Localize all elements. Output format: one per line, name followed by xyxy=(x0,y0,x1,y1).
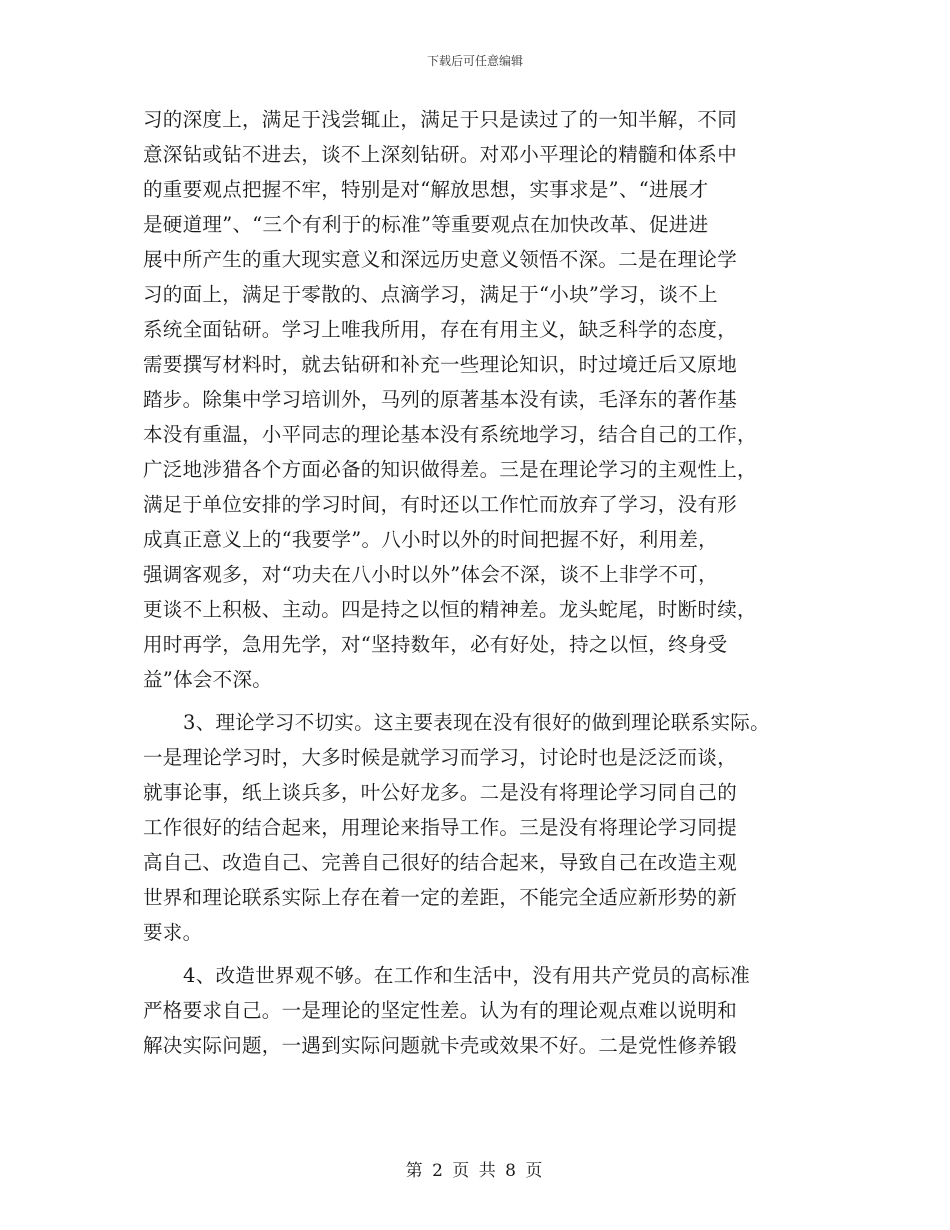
text-line: 解决实际问题，一遇到实际问题就卡壳或效果不好。二是党性修养锻 xyxy=(143,1034,738,1057)
text-line: 严格要求自己。一是理论的坚定性差。认为有的理论观点难以说明和 xyxy=(143,999,738,1022)
text-line: 工作很好的结合起来，用理论来指导工作。三是没有将理论学习同提 xyxy=(143,816,738,839)
text-line: 强调客观多，对“功夫在八小时以外”体会不深，谈不上非学不可， xyxy=(143,563,718,586)
text-line: 系统全面钻研。学习上唯我所用，存在有用主义，缺乏科学的态度， xyxy=(143,318,738,341)
text-line: 意深钻或钻不进去，谈不上深刻钻研。对邓小平理论的精髓和体系中 xyxy=(143,143,738,166)
document-body xyxy=(143,102,823,1063)
text-line: 广泛地涉猎各个方面必备的知识做得差。三是在理论学习的主观性上， xyxy=(143,458,757,481)
text-line: 要求。 xyxy=(143,921,203,944)
text-line: 习的面上，满足于零散的、点滴学习，满足于“小块”学习，谈不上 xyxy=(143,283,718,306)
text-line: 展中所产生的重大现实意义和深远历史意义领悟不深。二是在理论学 xyxy=(143,248,738,271)
page-header-note: 下载后可任意编辑 xyxy=(426,54,523,68)
text-line: 是硬道理”、“三个有利于的标准”等重要观点在加快改革、促进进 xyxy=(143,213,709,236)
text-line: 3、理论学习不切实。这主要表现在没有很好的做到理论联系实际。 xyxy=(183,711,770,734)
text-line: 的重要观点把握不牢，特别是对“解放思想，实事求是”、“进展才 xyxy=(143,178,709,201)
text-line: 4、改造世界观不够。在工作和生活中，没有用共产党员的高标准 xyxy=(183,964,751,987)
text-line: 用时再学，急用先学，对“坚持数年，必有好处，持之以恒，终身受 xyxy=(143,633,728,656)
text-line: 成真正意义上的“我要学”。八小时以外的时间把握不好，利用差， xyxy=(143,528,718,551)
text-line: 习的深度上，满足于浅尝辄止，满足于只是读过了的一知半解，不同 xyxy=(143,108,738,131)
text-line: 益”体会不深。 xyxy=(143,668,273,691)
paragraph-3 xyxy=(143,958,823,1063)
text-line: 踏步。除集中学习培训外，马列的原著基本没有读，毛泽东的著作基 xyxy=(143,388,738,411)
paragraph-2 xyxy=(143,705,823,950)
text-line: 世界和理论联系实际上存在着一定的差距，不能完全适应新形势的新 xyxy=(143,886,738,909)
text-line: 需要撰写材料时，就去钻研和补充一些理论知识，时过境迁后又原地 xyxy=(143,353,738,376)
text-line: 一是理论学习时，大多时候是就学习而学习，讨论时也是泛泛而谈， xyxy=(143,746,738,769)
text-line: 高自己、改造自己、完善自己很好的结合起来，导致自己在改造主观 xyxy=(143,851,738,874)
text-line: 满足于单位安排的学习时间，有时还以工作忙而放弃了学习，没有形 xyxy=(143,493,738,516)
page-number: 第 2 页 共 8 页 xyxy=(405,1161,545,1181)
text-line: 更谈不上积极、主动。四是持之以恒的精神差。龙头蛇尾，时断时续， xyxy=(143,598,757,621)
paragraph-1 xyxy=(143,102,823,697)
text-line: 本没有重温，小平同志的理论基本没有系统地学习，结合自己的工作， xyxy=(143,423,757,446)
text-line: 就事论事，纸上谈兵多，叶公好龙多。二是没有将理论学习同自己的 xyxy=(143,781,738,804)
